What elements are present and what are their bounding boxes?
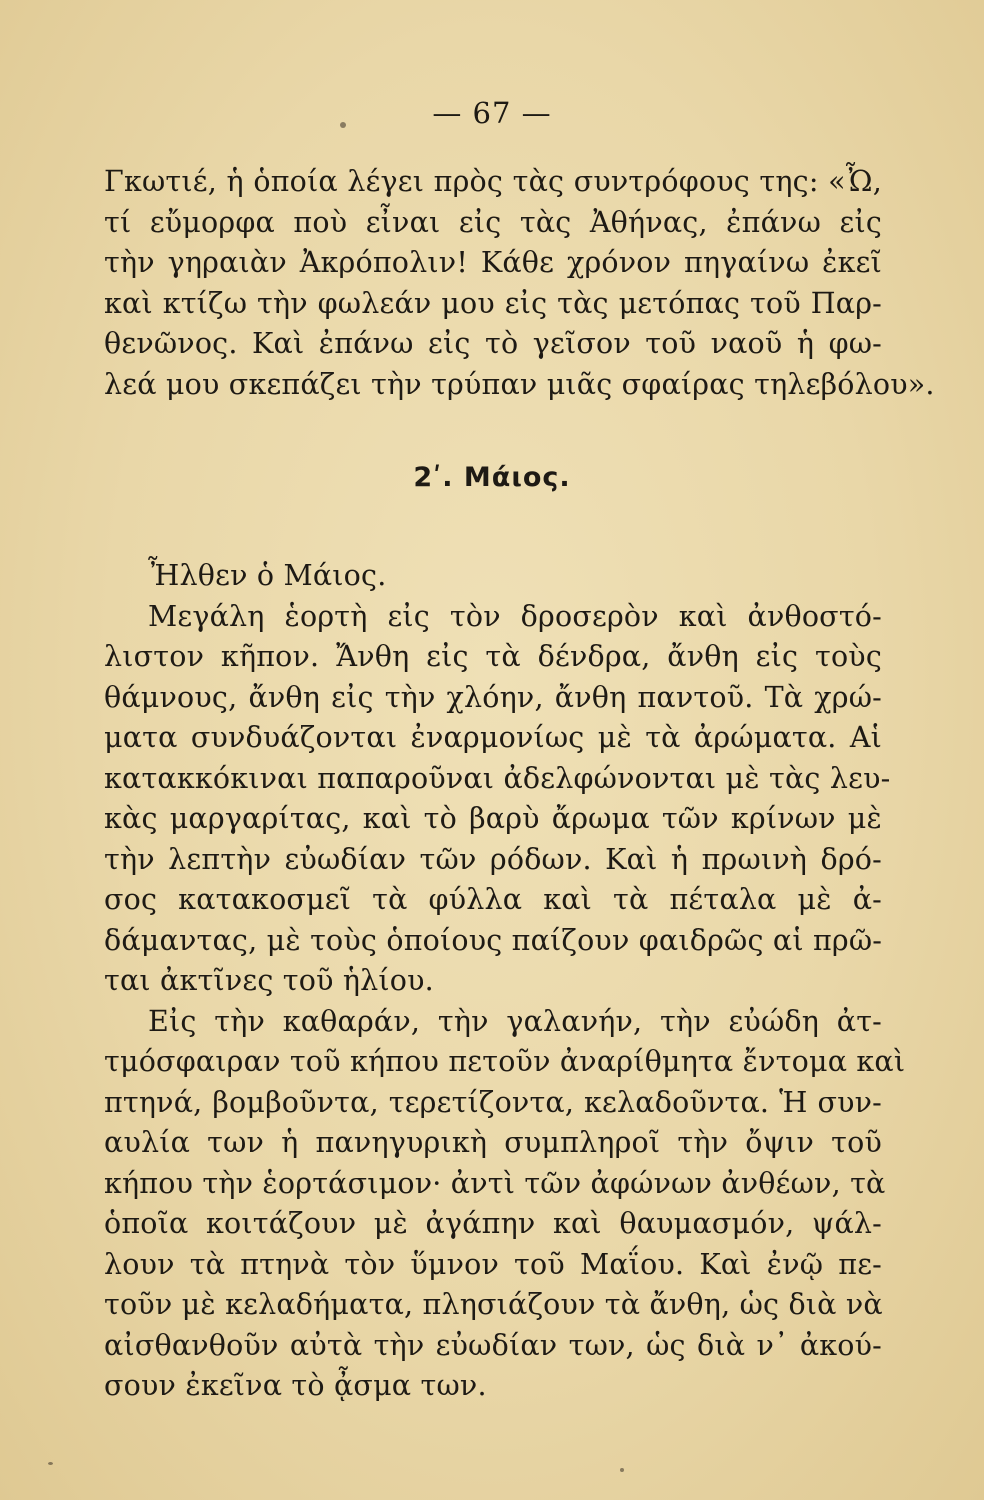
page-number: — 67 — xyxy=(432,96,552,130)
paper-speck xyxy=(620,1468,624,1472)
text-line: κατακκόκιναι παπαροῦναι ἀδελφώνονται μὲ τὰς λευ- xyxy=(104,761,891,795)
text-line: λουν τὰ πτηνὰ τὸν ὕμνον τοῦ Μαΐου. Καὶ ἐνῷ πε- xyxy=(104,1247,882,1281)
continuation-paragraph xyxy=(104,162,935,405)
text-line: τοῦν μὲ κελαδήματα, πλησιάζουν τὰ ἄνθη, ὡς διὰ νὰ xyxy=(104,1288,883,1321)
text-line: δάμαντας, μὲ τοὺς ὁποίους παίζουν φαιδρῶς αἱ πρῶ- xyxy=(104,923,883,957)
text-line: Μεγάλη ἑορτὴ εἰς τὸν δροσερὸν καὶ ἀνθοστό- xyxy=(148,599,882,633)
text-line: κήπου τὴν ἑορτάσιμον· ἀντὶ τῶν ἀφώνων ἀνθέων, τὰ xyxy=(104,1166,886,1200)
text-line: πτηνά, βομβοῦντα, τερετίζοντα, κελαδοῦντα. Ἡ συν- xyxy=(104,1085,882,1119)
text-line: ματα συνδυάζονται ἐναρμονίως μὲ τὰ ἀρώματα. Αἱ xyxy=(104,721,882,754)
text-line: σος κατακοσμεῖ τὰ φύλλα καὶ τὰ πέταλα μὲ ἀ- xyxy=(104,883,882,916)
text-line: ται ἀκτῖνες τοῦ ἡλίου. xyxy=(104,964,434,997)
paper-speck xyxy=(48,1462,53,1465)
section-body xyxy=(104,556,906,1407)
text-line: τὴν λεπτὴν εὐωδίαν τῶν ρόδων. Καὶ ἡ πρωινὴ δρό- xyxy=(104,842,882,876)
text-line: ὁποῖα κοιτάζουν μὲ ἀγάπην καὶ θαυμασμόν, ψάλ- xyxy=(104,1207,882,1240)
text-line: τί εὔμορφα ποὺ εἶναι εἰς τὰς Ἀθήνας, ἐπάνω εἰς xyxy=(104,205,882,239)
text-line: θάμνους, ἄνθη εἰς τὴν χλόην, ἄνθη παντοῦ. Τὰ χρώ- xyxy=(104,680,882,714)
text-line: Εἰς τὴν καθαράν, τὴν γαλανήν, τὴν εὐώδη ἀτ- xyxy=(148,1004,882,1038)
text-line: Ἦλθεν ὁ Μάιος. xyxy=(148,559,387,592)
section-heading: 2ʹ. Μάιος. xyxy=(413,462,571,493)
text-line: τμόσφαιραν τοῦ κήπου πετοῦν ἀναρίθμητα ἔντομα καὶ xyxy=(104,1045,906,1078)
text-line: σουν ἐκεῖνα τὸ ᾆσμα των. xyxy=(104,1369,487,1402)
text-line: καὶ κτίζω τὴν φωλεάν μου εἰς τὰς μετόπας τοῦ Παρ- xyxy=(104,286,882,320)
text-line: κὰς μαργαρίτας, καὶ τὸ βαρὺ ἄρωμα τῶν κρίνων μὲ xyxy=(104,802,882,835)
text-line: θενῶνος. Καὶ ἐπάνω εἰς τὸ γεῖσον τοῦ ναοῦ ἡ φω- xyxy=(104,327,882,360)
text-line: λιστον κῆπον. Ἄνθη εἰς τὰ δένδρα, ἄνθη εἰς τοὺς xyxy=(104,640,882,673)
text-line: τὴν γηραιὰν Ἀκρόπολιν! Κάθε χρόνον πηγαίνω ἐκεῖ xyxy=(104,246,882,279)
text-line: αἰσθανθοῦν αὐτὰ τὴν εὐωδίαν των, ὡς διὰ ν᾿ ἀκού- xyxy=(104,1328,882,1362)
paper-speck xyxy=(340,122,346,128)
text-line: Γκωτιέ, ἡ ὁποία λέγει πρὸς τὰς συντρόφους της: «Ὦ, xyxy=(104,165,882,198)
text-line: λεά μου σκεπάζει τὴν τρύπαν μιᾶς σφαίρας τηλεβόλου». xyxy=(104,367,935,401)
text-line: αυλία των ἡ πανηγυρικὴ συμπληροῖ τὴν ὄψιν τοῦ xyxy=(104,1126,882,1159)
